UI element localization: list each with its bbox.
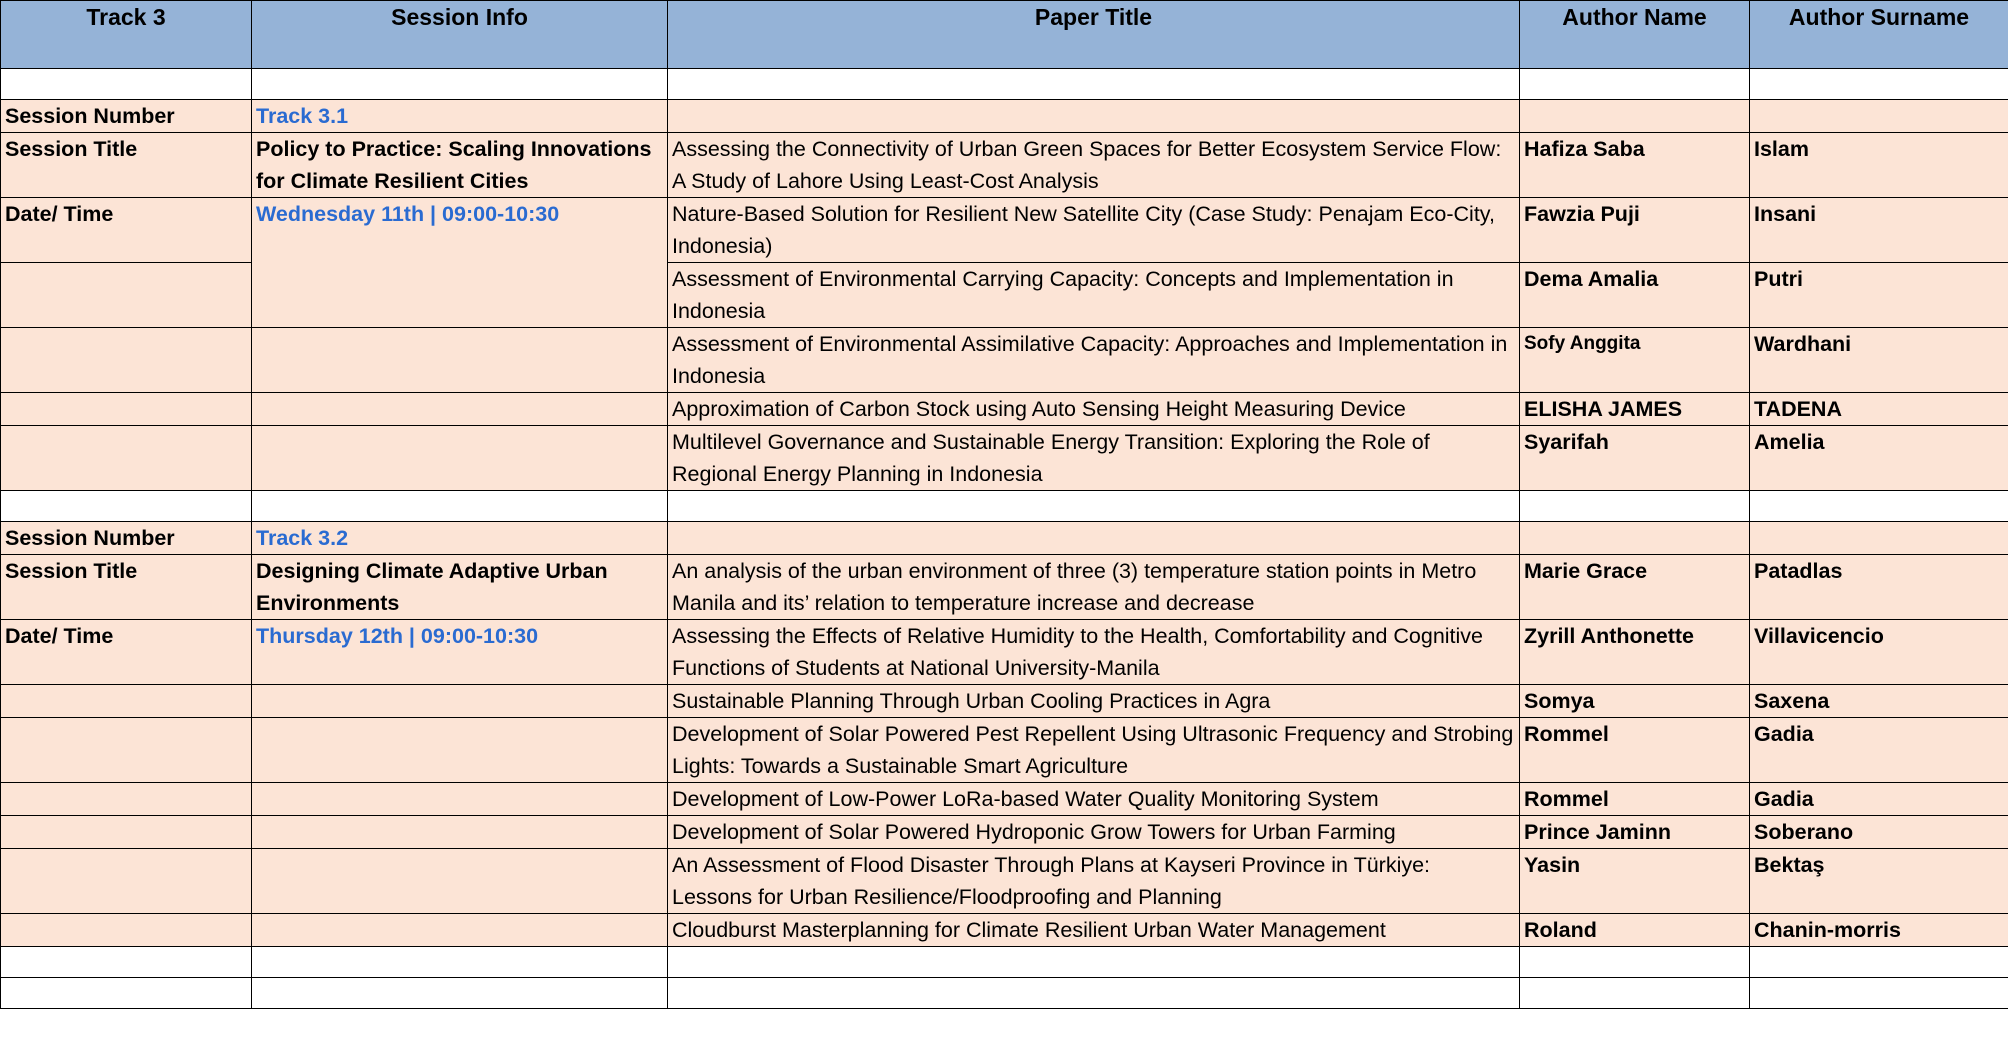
author-surname-cell[interactable]: Saxena (1750, 685, 2008, 718)
author-surname-cell[interactable]: Patadlas (1750, 555, 2008, 620)
table-row (1, 393, 2008, 426)
table-row (1, 555, 2008, 620)
cell[interactable] (252, 816, 668, 849)
table-row (1, 620, 2008, 685)
cell[interactable] (1, 426, 252, 491)
cell[interactable] (252, 328, 668, 393)
cell[interactable] (668, 978, 1520, 1009)
author-surname-cell[interactable]: Villavicencio (1750, 620, 2008, 685)
author-name-cell[interactable]: Zyrill Anthonette (1520, 620, 1750, 685)
author-surname-cell[interactable]: Amelia (1750, 426, 2008, 491)
header-author-surname[interactable]: Author Surname (1750, 1, 2008, 69)
cell[interactable] (1750, 69, 2008, 100)
cell[interactable] (1520, 100, 1750, 133)
cell[interactable] (1, 69, 252, 100)
cell[interactable] (1, 491, 252, 522)
author-name-cell[interactable]: Marie Grace (1520, 555, 1750, 620)
cell[interactable] (1, 393, 252, 426)
author-name-cell[interactable]: Syarifah (1520, 426, 1750, 491)
table-row (1, 849, 2008, 914)
author-surname-cell[interactable]: Bektaş (1750, 849, 2008, 914)
cell[interactable] (252, 491, 668, 522)
table-row (1, 133, 2008, 198)
blank-row (1, 491, 2008, 522)
paper-title-cell[interactable]: Approximation of Carbon Stock using Auto Sensing Height Measuring Device (668, 393, 1520, 426)
author-name-cell[interactable]: Hafiza Saba (1520, 133, 1750, 198)
blank-row (1, 69, 2008, 100)
blank-row (1, 978, 2008, 1009)
paper-title-cell[interactable]: Assessing the Effects of Relative Humidity to the Health, Comfortability and Cognitive Functions of Students at National University-Manila (668, 620, 1520, 685)
cell[interactable] (1520, 522, 1750, 555)
cell[interactable] (1, 849, 252, 914)
paper-title-cell[interactable]: An analysis of the urban environment of three (3) temperature station points in Metro Manila and its’ relation to temperature increase and decrease (668, 555, 1520, 620)
paper-title-cell[interactable]: Sustainable Planning Through Urban Cooling Practices in Agra (668, 685, 1520, 718)
cell[interactable] (668, 69, 1520, 100)
cell[interactable] (252, 685, 668, 718)
date-time-value[interactable]: Thursday 12th | 09:00-10:30 (252, 620, 668, 685)
cell[interactable] (1750, 978, 2008, 1009)
author-name-cell[interactable]: Sofy Anggita (1520, 328, 1750, 393)
paper-title-cell[interactable]: An Assessment of Flood Disaster Through Plans at Kayseri Province in Türkiye: Lessons for Urban Resilience/Floodproofing and Planning (668, 849, 1520, 914)
cell[interactable] (252, 393, 668, 426)
cell[interactable] (252, 69, 668, 100)
table-row (1, 328, 2008, 393)
session-number-row (1, 522, 2008, 555)
header-paper-title[interactable]: Paper Title (668, 1, 1520, 69)
date-time-label[interactable]: Date/ Time (1, 620, 252, 685)
cell[interactable] (1520, 491, 1750, 522)
table-row (1, 718, 2008, 783)
author-name-cell[interactable]: Rommel (1520, 718, 1750, 783)
session-number-value[interactable]: Track 3.2 (252, 522, 668, 555)
cell[interactable] (1, 783, 252, 816)
cell[interactable] (1, 914, 252, 947)
table-row (1, 783, 2008, 816)
blank-row (1, 947, 2008, 978)
author-name-cell[interactable]: Rommel (1520, 783, 1750, 816)
author-surname-cell[interactable]: Soberano (1750, 816, 2008, 849)
cell[interactable] (1, 328, 252, 393)
cell[interactable] (1, 263, 252, 328)
author-surname-cell[interactable]: Wardhani (1750, 328, 2008, 393)
cell[interactable] (1520, 947, 1750, 978)
cell[interactable] (668, 491, 1520, 522)
table-row (1, 426, 2008, 491)
paper-title-cell[interactable]: Development of Solar Powered Pest Repellent Using Ultrasonic Frequency and Strobing Lights: Towards a Sustainable Smart Agriculture (668, 718, 1520, 783)
session-number-label[interactable]: Session Number (1, 522, 252, 555)
cell[interactable] (1, 978, 252, 1009)
cell[interactable] (1520, 69, 1750, 100)
author-name-cell[interactable]: Prince Jaminn (1520, 816, 1750, 849)
author-name-cell[interactable]: Somya (1520, 685, 1750, 718)
cell[interactable] (1750, 947, 2008, 978)
cell[interactable] (252, 978, 668, 1009)
table-row (1, 685, 2008, 718)
cell[interactable] (1750, 100, 2008, 133)
cell[interactable] (1, 718, 252, 783)
header-track[interactable]: Track 3 (1, 1, 252, 69)
cell[interactable] (1, 685, 252, 718)
author-name-cell[interactable]: Roland (1520, 914, 1750, 947)
author-name-cell[interactable]: ELISHA JAMES (1520, 393, 1750, 426)
author-surname-cell[interactable]: Gadia (1750, 718, 2008, 783)
session-number-label[interactable]: Session Number (1, 100, 252, 133)
author-surname-cell[interactable]: Putri (1750, 263, 2008, 328)
table-row (1, 914, 2008, 947)
cell[interactable] (252, 426, 668, 491)
cell[interactable] (1520, 978, 1750, 1009)
paper-title-cell[interactable]: Development of Solar Powered Hydroponic Grow Towers for Urban Farming (668, 816, 1520, 849)
header-author-name[interactable]: Author Name (1520, 1, 1750, 69)
author-name-cell[interactable]: Fawzia Puji (1520, 198, 1750, 263)
session-title-value[interactable]: Policy to Practice: Scaling Innovations for Climate Resilient Cities (252, 133, 668, 198)
paper-title-cell[interactable]: Assessment of Environmental Carrying Capacity: Concepts and Implementation in Indonesia (668, 263, 1520, 328)
session-number-value[interactable]: Track 3.1 (252, 100, 668, 133)
paper-title-cell[interactable]: Assessment of Environmental Assimilative Capacity: Approaches and Implementation in Indonesia (668, 328, 1520, 393)
cell[interactable] (252, 783, 668, 816)
author-surname-cell[interactable]: Insani (1750, 198, 2008, 263)
author-surname-cell[interactable]: Gadia (1750, 783, 2008, 816)
session-number-row (1, 100, 2008, 133)
paper-title-cell[interactable]: Nature-Based Solution for Resilient New Satellite City (Case Study: Penajam Eco-City, Indonesia) (668, 198, 1520, 263)
table-row (1, 198, 2008, 263)
header-row (1, 1, 2008, 69)
author-name-cell[interactable]: Dema Amalia (1520, 263, 1750, 328)
header-session-info[interactable]: Session Info (252, 1, 668, 69)
date-time-label[interactable]: Date/ Time (1, 198, 252, 263)
session-title-label[interactable]: Session Title (1, 555, 252, 620)
cell[interactable] (1, 947, 252, 978)
date-time-value[interactable]: Wednesday 11th | 09:00-10:30 (252, 198, 668, 328)
session-title-label[interactable]: Session Title (1, 133, 252, 198)
author-surname-cell[interactable]: TADENA (1750, 393, 2008, 426)
cell[interactable] (1750, 491, 2008, 522)
session-title-value[interactable]: Designing Climate Adaptive Urban Environments (252, 555, 668, 620)
paper-title-cell[interactable]: Development of Low-Power LoRa-based Water Quality Monitoring System (668, 783, 1520, 816)
cell[interactable] (252, 849, 668, 914)
author-surname-cell[interactable]: Chanin-morris (1750, 914, 2008, 947)
cell[interactable] (668, 100, 1520, 133)
cell[interactable] (668, 522, 1520, 555)
paper-title-cell[interactable]: Assessing the Connectivity of Urban Green Spaces for Better Ecosystem Service Flow: A Study of Lahore Using Least-Cost Analysis (668, 133, 1520, 198)
cell[interactable] (1750, 522, 2008, 555)
cell[interactable] (1, 816, 252, 849)
cell[interactable] (252, 914, 668, 947)
cell[interactable] (252, 947, 668, 978)
author-name-cell[interactable]: Yasin (1520, 849, 1750, 914)
table-row (1, 816, 2008, 849)
paper-title-cell[interactable]: Multilevel Governance and Sustainable Energy Transition: Exploring the Role of Regional Energy Planning in Indonesia (668, 426, 1520, 491)
paper-title-cell[interactable]: Cloudburst Masterplanning for Climate Resilient Urban Water Management (668, 914, 1520, 947)
author-surname-cell[interactable]: Islam (1750, 133, 2008, 198)
cell[interactable] (252, 718, 668, 783)
cell[interactable] (668, 947, 1520, 978)
